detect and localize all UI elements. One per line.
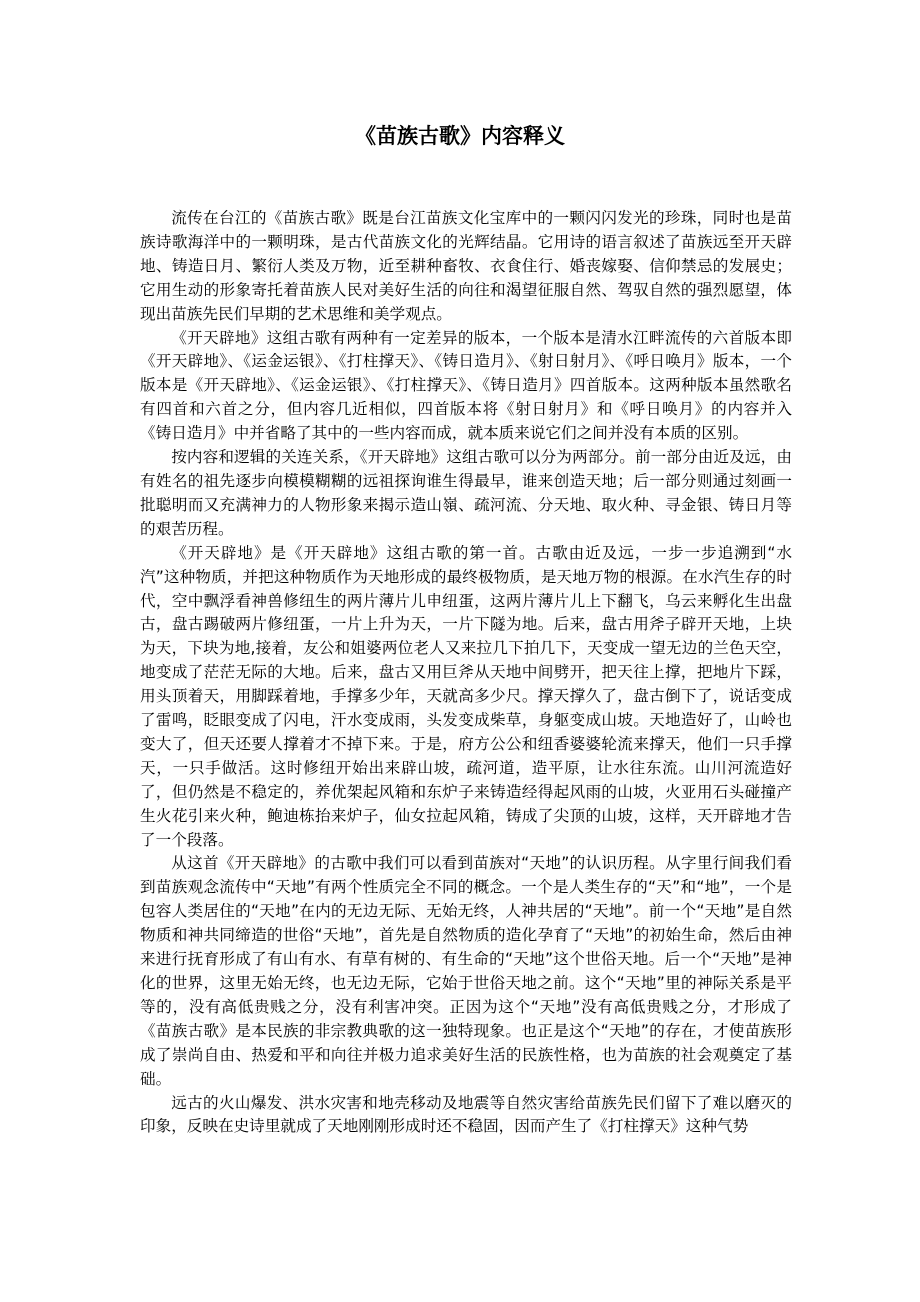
paragraph-3: 按内容和逻辑的关连关系，《开天辟地》这组古歌可以分为两部分。前一部分由近及远，由有姓名的祖先逐步向模模糊糊的远祖探询谁生得最早，谁来创造天地；后一部分则通过刻画一批聪明而又充满神力的人物形象来揭示造山嶺、疏河流、分天地、取火种、寻金银、铸日月等的艰苦历程。 <box>140 448 792 538</box>
paragraph-5: 从这首《开天辟地》的古歌中我们可以看到苗族对“天地”的认识历程。从字里行间我们看到苗族观念流传中“天地”有两个性质完全不同的概念。一个是人类生存的“天”和“地”，一个是包容人类居住的“天地”在内的无边无际、无始无终，人神共居的“天地”。前一个“天地”是自然物质和神共同缔造的世俗“天地”，首先是自然物质的造化孕育了“天地”的初始生命，然后由神来进行抚育形成了有山有水、有草有树的、有生命的“天地”这个世俗天地。后一个“天地”是神化的世界，这里无始无终，也无边无际，它始于世俗天地之前。这个“天地”里的神际关系是平等的，没有高低贵贱之分，没有利害冲突。正因为这个“天地”没有高低贵贱之分，才形成了《苗族古歌》是本民族的非宗教典歌的这一独特现象。也正是这个“天地”的存在，才使苗族形成了崇尚自由、热爱和平和向往并极力追求美好生活的民族性格，也为苗族的社会观奠定了基础。 <box>140 854 792 1088</box>
paragraph-1: 流传在台江的《苗族古歌》既是台江苗族文化宝库中的一颗闪闪发光的珍珠，同时也是苗族诗歌海洋中的一颗明珠，是古代苗族文化的光辉结晶。它用诗的语言叙述了苗族远至开天辟地、铸造日月、繁衍人类及万物，近至耕种畜牧、衣食住行、婚丧嫁娶、信仰禁忌的发展史；它用生动的形象寄托着苗族人民对美好生活的向往和渴望征服自然、驾驭自然的强烈愿望，体现出苗族先民们早期的艺术思维和美学观点。 <box>140 209 792 323</box>
document-title: 《苗族古歌》内容释义 <box>355 123 565 148</box>
paragraph-4: 《开天辟地》是《开天辟地》这组古歌的第一首。古歌由近及远，一步一步追溯到“水汽”这种物质，并把这种物质作为天地形成的最终极物质，是天地万物的根源。在水汽生存的时代，空中飘浮看神兽修纽生的两片薄片儿申纽蛋，这两片薄片儿上下翻飞，乌云来孵化生出盘古，盘古踢破两片修纽蛋，一片上升为天，一片下隧为地。后来，盘古用斧子辟开天地，上块为天，下块为地,接着，友公和姐婆两位老人又来拉几下拍几下，天变成一望无边的兰色天空，地变成了茫茫无际的大地。后来，盘古又用巨斧从天地中间劈开，把天往上撑，把地片下踩，用头顶着天，用脚踩着地，手撑多少年，天就高多少尺。撑天撑久了，盘古倒下了，说话变成了雷鸣，眨眼变成了闪电，汗水变成雨，头发变成柴草，身躯变成山坡。天地造好了，山岭也变大了，但天还要人撑着才不掉下来。于是，府方公公和纽香婆婆轮流来撑天，他们一只手撑天，一只手做活。这时修纽开始出来辟山坡，疏河道，造平原，让水往东流。山川河流造好了，但仍然是不稳定的，养优架起风箱和东炉子来铸造经得起风雨的山坡，火亚用石头碰撞产生火花引来火种，鲍迪栋抬来炉子，仙女拉起风箱，铸成了尖顶的山坡，这样，天开辟地才告了一个段落。 <box>140 543 792 849</box>
document-body <box>140 207 792 1139</box>
paragraph-6: 远古的火山爆发、洪水灾害和地壳移动及地震等自然灾害给苗族先民们留下了难以磨灭的印象，反映在史诗里就成了天地刚刚形成时还不稳固，因而产生了《打柱撑天》这种气势 <box>140 1093 792 1136</box>
paragraph-2: 《开天辟地》这组古歌有两种有一定差异的版本，一个版本是清水江畔流传的六首版本即《开天辟地》、《运金运银》、《打柱撑天》、《铸日造月》、《射日射月》、《呼日唤月》版本，一个版本是《开天辟地》、《运金运银》、《打柱撑天》、《铸日造月》四首版本。这两种版本虽然歌名有四首和六首之分，但内容几近相似，四首版本将《射日射月》和《呼日唤月》的内容并入《铸日造月》中并省略了其中的一些内容而成，就本质来说它们之间并没有本质的区别。 <box>140 328 792 443</box>
